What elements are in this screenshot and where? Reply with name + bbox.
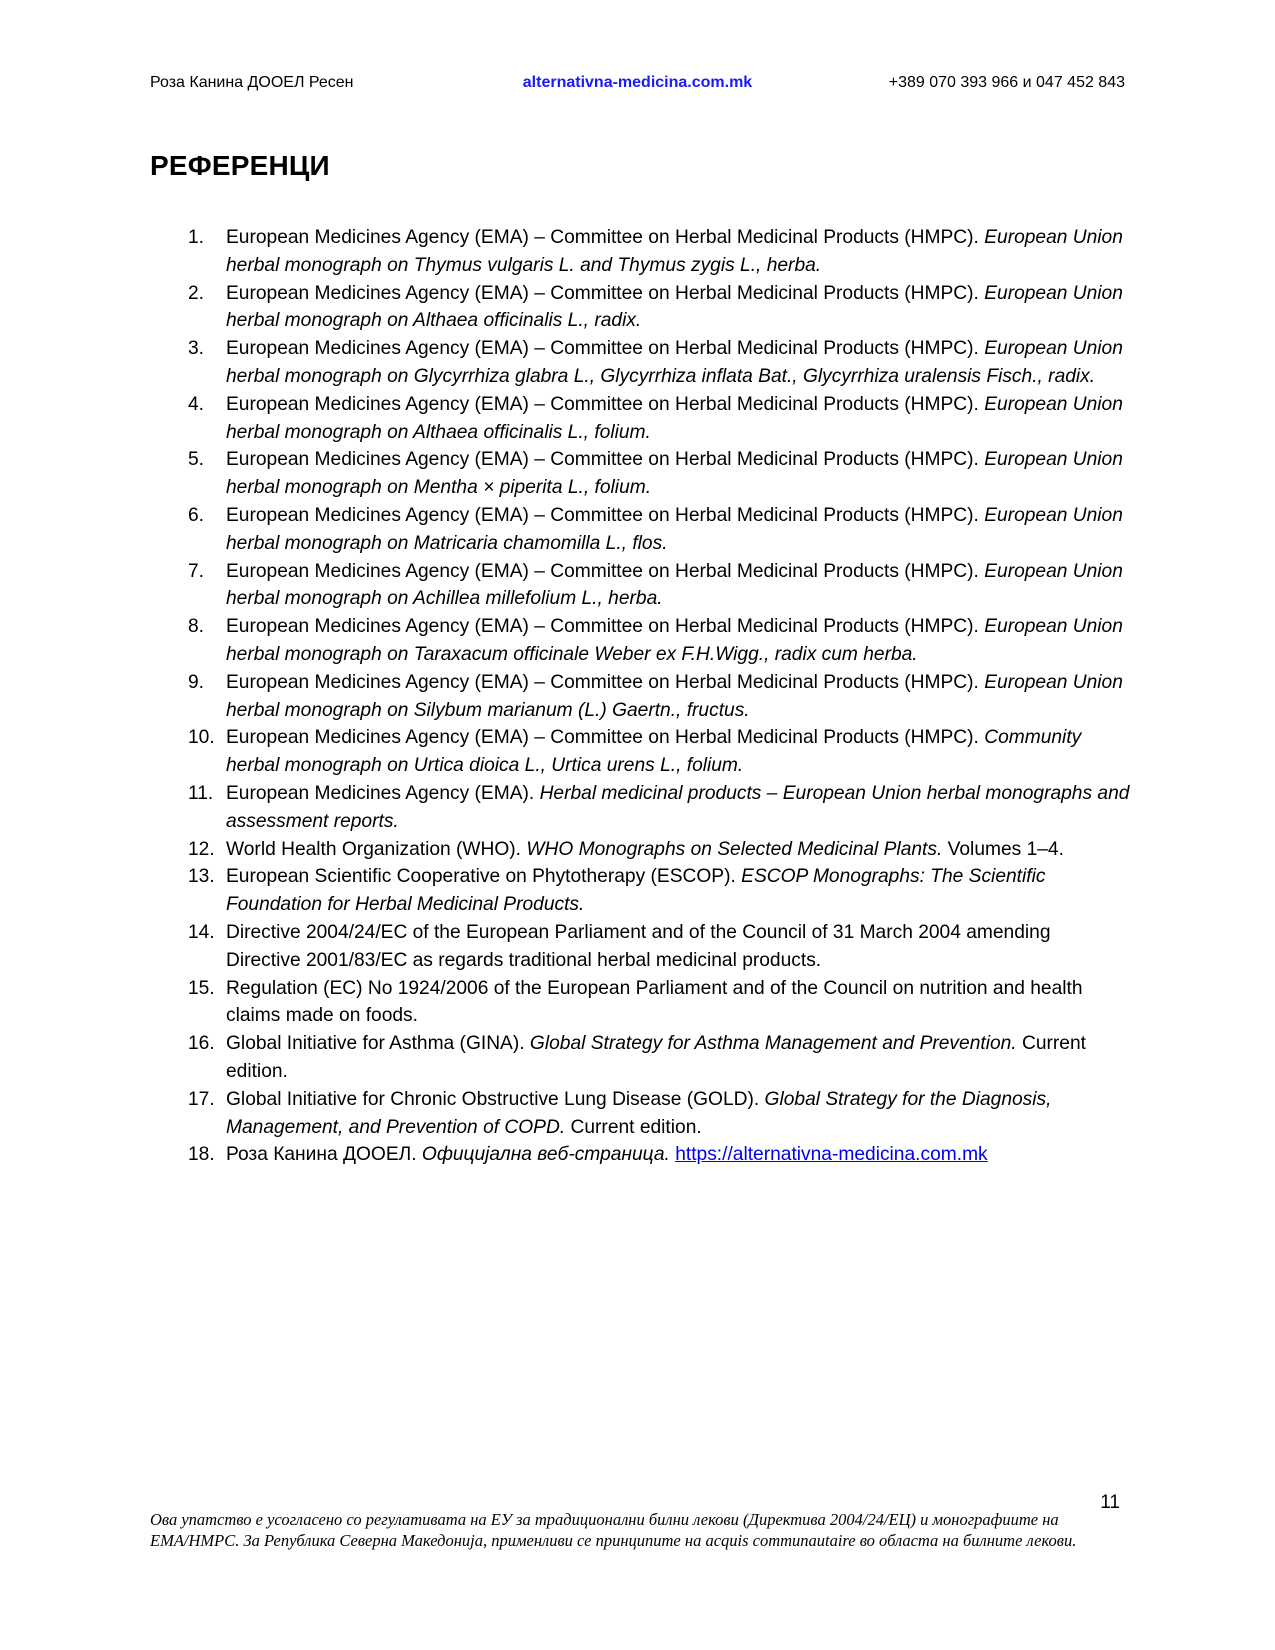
reference-item [150,1030,1130,1086]
reference-text: European Medicines Agency (EMA) – Committee on Herbal Medicinal Products (HMPC). [226,449,979,471]
reference-title: European Union herbal monograph on Althaea officinalis L., folium. [226,393,1123,443]
reference-item [150,335,1130,391]
reference-number: 14. [188,921,215,943]
reference-title: European Union herbal monograph on Silybum marianum (L.) Gaertn., fructus. [226,671,1123,721]
reference-number: 4. [188,393,205,415]
reference-text: Роза Канина ДООЕЛ. [226,1144,417,1166]
reference-text: European Medicines Agency (EMA). [226,782,535,804]
reference-text: European Medicines Agency (EMA) – Committee on Herbal Medicinal Products (HMPC). [226,616,979,638]
reference-item [150,975,1130,1031]
reference-number: 5. [188,449,205,471]
page-number: 11 [1100,1492,1120,1513]
reference-number: 1. [188,227,205,248]
reference-item [150,280,1130,336]
reference-item [150,446,1130,502]
reference-number: 17. [188,1088,215,1110]
reference-title: Global Strategy for Asthma Management and Prevention. [529,1033,1017,1055]
reference-text: Directive 2004/24/EC of the European Parliament and of the Council of 31 March 2004 amending Directive 2001/83/EC as regards traditional herbal medicinal products. [226,921,1051,971]
reference-number: 13. [188,866,215,888]
reference-item [150,391,1130,447]
header-company: Роза Канина ДООЕЛ Ресен [150,74,354,91]
reference-title: Официјална веб-страница. [421,1144,670,1166]
reference-title: European Union herbal monograph on Achillea millefolium L., herba. [226,560,1123,610]
reference-number: 16. [188,1033,215,1055]
reference-text: Global Initiative for Asthma (GINA). [226,1033,525,1055]
reference-item [150,836,1130,864]
reference-title: Herbal medicinal products – European Union herbal monographs and assessment reports. [226,782,1130,832]
reference-number: 6. [188,504,205,526]
reference-item [150,919,1130,975]
reference-number: 7. [188,560,205,582]
reference-title: Community herbal monograph on Urtica dioica L., Urtica urens L., folium. [226,727,1082,777]
reference-number: 15. [188,977,215,999]
reference-number: 18. [188,1144,215,1166]
page-header [150,74,1125,98]
reference-item [150,780,1130,836]
reference-text: European Medicines Agency (EMA) – Committee on Herbal Medicinal Products (HMPC). [226,393,979,415]
reference-number: 10. [188,727,215,749]
reference-title: European Union herbal monograph on Matricaria chamomilla L., flos. [226,504,1123,554]
reference-item [150,502,1130,558]
reference-title: ESCOP Monographs: The Scientific Foundation for Herbal Medicinal Products. [226,866,1046,916]
references-list [150,224,1130,1169]
reference-item [150,1086,1130,1142]
reference-number: 8. [188,616,205,638]
reference-text: European Medicines Agency (EMA) – Committee on Herbal Medicinal Products (HMPC). [226,338,979,360]
reference-text: European Medicines Agency (EMA) – Committee on Herbal Medicinal Products (HMPC). [226,727,979,749]
reference-text: Regulation (EC) No 1924/2006 of the European Parliament and of the Council on nutrition and health claims made on foods. [226,977,1083,1027]
reference-text: European Medicines Agency (EMA) – Committee on Herbal Medicinal Products (HMPC). [226,560,979,582]
reference-number: 3. [188,338,205,360]
reference-number: 9. [188,671,205,693]
page-title: РЕФЕРЕНЦИ [150,150,330,181]
reference-text: European Medicines Agency (EMA) – Committee on Herbal Medicinal Products (HMPC). [226,227,979,248]
reference-tail: Current edition. [226,1033,1086,1082]
reference-item [150,863,1130,919]
reference-text: Global Initiative for Chronic Obstructive Lung Disease (GOLD). [226,1088,760,1110]
header-phone: +389 070 393 966 и 047 452 843 [888,74,1125,91]
reference-item [150,1141,1130,1169]
reference-number: 11. [188,782,214,804]
reference-title: WHO Monographs on Selected Medicinal Plants. [526,838,943,860]
reference-item [150,724,1130,780]
reference-item [150,224,1130,280]
reference-text: World Health Organization (WHO). [226,838,522,860]
reference-text: European Medicines Agency (EMA) – Committee on Herbal Medicinal Products (HMPC). [226,282,979,304]
reference-tail: Current edition. [570,1116,702,1138]
header-website: alternativna-medicina.com.mk [522,74,753,91]
footer-note: Ова упатство е усогласено со регулативата на ЕУ за традиционални билни лекови (Директива 2004/24/ЕЦ) и монографиите на ЕМА/HMPC. За Република Северна Македонија, применливи се принципите на acquis communautaire во областа на билните лекови. [150,1510,1077,1550]
reference-title: European Union herbal monograph on Glycyrrhiza glabra L., Glycyrrhiza inflata Bat., Glycyrrhiza uralensis Fisch., radix. [226,338,1123,387]
reference-item [150,613,1130,669]
reference-item [150,669,1130,725]
reference-title: European Union herbal monograph on Mentha × piperita L., folium. [226,449,1123,499]
reference-title: Global Strategy for the Diagnosis, Management, and Prevention of COPD. [226,1088,1052,1138]
reference-text: European Medicines Agency (EMA) – Committee on Herbal Medicinal Products (HMPC). [226,504,979,526]
reference-title: European Union herbal monograph on Thymus vulgaris L. and Thymus zygis L., herba. [226,227,1123,276]
reference-number: 2. [188,282,205,304]
website-link[interactable]: https://alternativna-medicina.com.mk [675,1144,988,1166]
reference-title: European Union herbal monograph on Althaea officinalis L., radix. [226,282,1123,332]
reference-tail: Volumes 1–4. [947,838,1064,860]
reference-text: European Scientific Cooperative on Phytotherapy (ESCOP). [226,866,736,888]
reference-number: 12. [188,838,215,860]
reference-text: European Medicines Agency (EMA) – Committee on Herbal Medicinal Products (HMPC). [226,671,979,693]
reference-title: European Union herbal monograph on Taraxacum officinale Weber ex F.H.Wigg., radix cum herba. [226,616,1123,665]
reference-item [150,558,1130,614]
